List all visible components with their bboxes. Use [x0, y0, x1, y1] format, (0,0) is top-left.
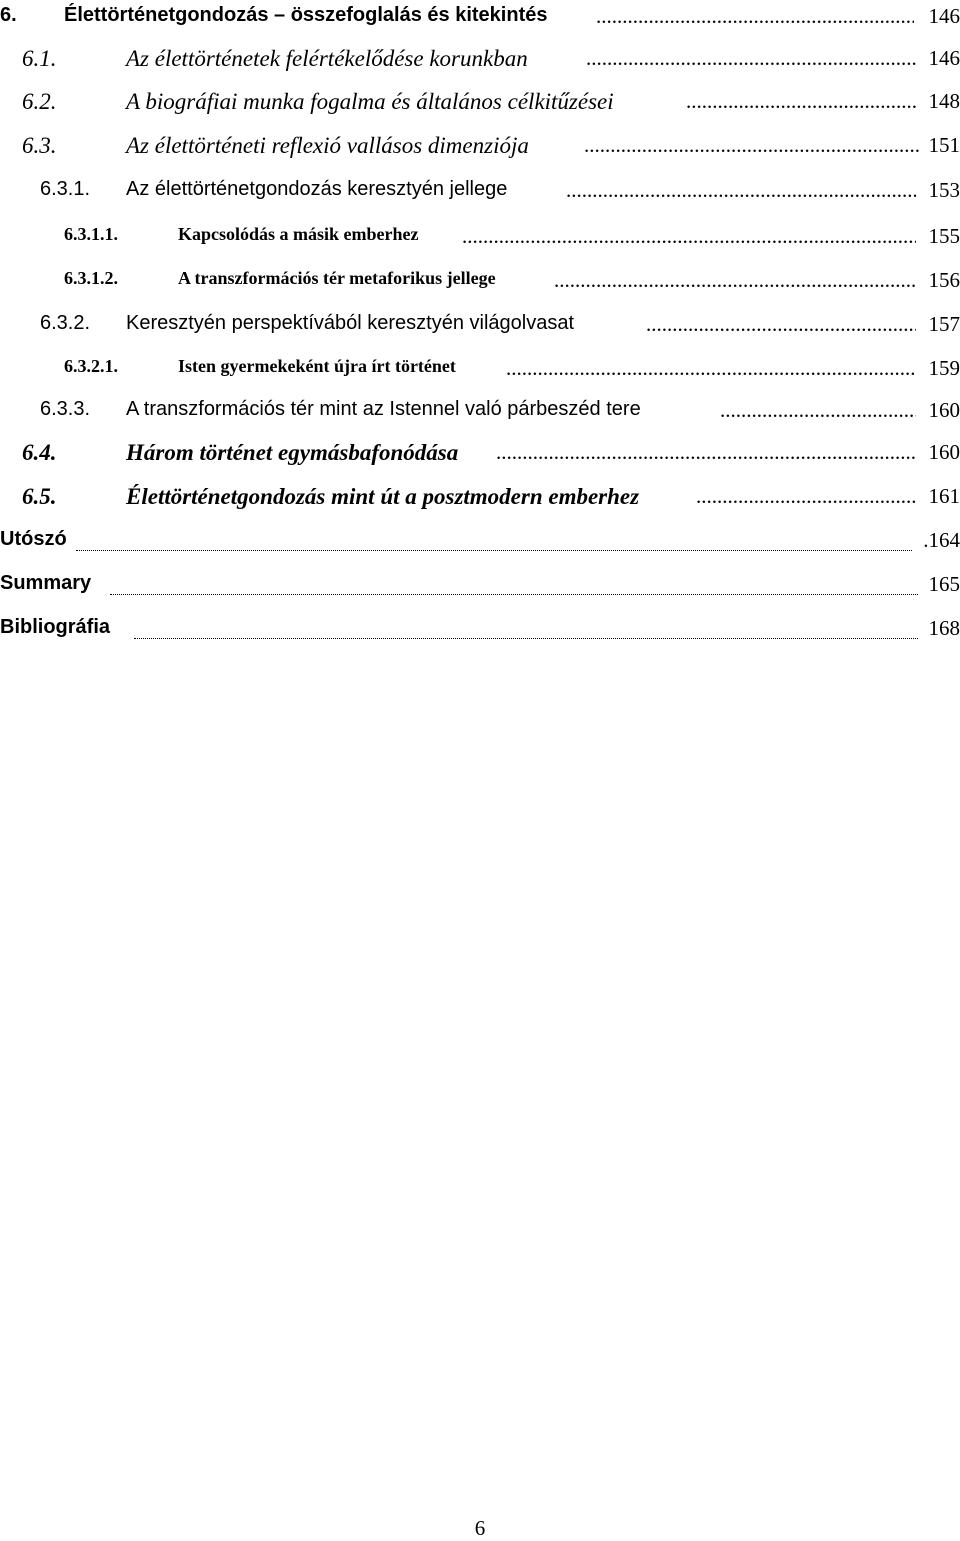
- toc-entry-6-3-2[interactable]: [0, 312, 960, 352]
- toc-dot-leader: [554, 268, 916, 293]
- toc-dot-leader: [720, 398, 916, 423]
- toc-dot-leader: [506, 356, 916, 381]
- toc-entry-6-3-1-1[interactable]: [0, 224, 960, 264]
- toc-entry-title: A transzformációs tér mint az Istennel való párbeszéd tere: [126, 398, 641, 421]
- toc-entry-page: 168: [929, 616, 960, 641]
- toc-dot-leader: [586, 46, 916, 71]
- toc-entry-title: Élettörténetgondozás – összefoglalás és kitekintés: [64, 4, 547, 27]
- toc-entry-number: 6.3.1.2.: [64, 268, 118, 289]
- toc-dot-leader: [566, 178, 916, 203]
- toc-entry-title: Az élettörténetek felértékelődése korunkban: [126, 46, 528, 72]
- toc-entry-page: 160: [929, 440, 960, 465]
- toc-entry-title: Utószó: [0, 528, 67, 551]
- toc-entry-page: 161: [929, 484, 960, 509]
- toc-entry-title: Summary: [0, 572, 91, 595]
- toc-entry-number: 6.3.: [22, 133, 57, 159]
- toc-entry-title: A biográfiai munka fogalma és általános célkitűzései: [126, 89, 614, 115]
- toc-entry-6-5[interactable]: [0, 484, 960, 524]
- toc-entry-page: 155: [929, 224, 960, 249]
- page-number: 6: [0, 1516, 960, 1541]
- toc-entry-number: 6.5.: [22, 484, 57, 510]
- toc-entry-page: 148: [929, 89, 960, 114]
- toc-entry-summary[interactable]: [0, 572, 960, 612]
- toc-entry-title: Bibliográfia: [0, 616, 110, 639]
- toc-entry-number: 6.2.: [22, 89, 57, 115]
- toc-entry-number: 6.3.2.: [40, 312, 90, 335]
- toc-entry-number: 6.3.2.1.: [64, 356, 118, 377]
- toc-entry-page: 160: [929, 398, 960, 423]
- toc-entry-page: 157: [929, 312, 960, 337]
- toc-dot-leader: [686, 89, 916, 114]
- toc-entry-page: 165: [929, 572, 960, 597]
- toc-entry-title: Isten gyermekeként újra írt történet: [178, 356, 456, 377]
- toc-entry-6-3-1[interactable]: [0, 178, 960, 218]
- toc-entry-page: 151: [929, 133, 960, 158]
- toc-entry-6-2[interactable]: [0, 89, 960, 129]
- toc-entry-6-3[interactable]: [0, 133, 960, 173]
- toc-entry-page: .164: [923, 528, 960, 553]
- toc-dot-leader: [110, 572, 918, 595]
- toc-dot-leader: [496, 440, 916, 465]
- toc-entry-title: Kapcsolódás a másik emberhez: [178, 224, 419, 245]
- toc-entry-title: Keresztyén perspektívából keresztyén világolvasat: [126, 312, 574, 335]
- toc-entry-number: 6.1.: [22, 46, 57, 72]
- toc-entry-page: 156: [929, 268, 960, 293]
- toc-entry-title: Az élettörténetgondozás keresztyén jellege: [126, 178, 507, 201]
- toc-entry-number: 6.4.: [22, 440, 57, 466]
- toc-entry-page: 146: [929, 46, 960, 71]
- toc-dot-leader: [646, 312, 916, 337]
- toc-dot-leader: [696, 484, 916, 509]
- toc-entry-title: Élettörténetgondozás mint út a posztmodern emberhez: [126, 484, 639, 510]
- toc-entry-6-3-3[interactable]: [0, 398, 960, 438]
- toc-dot-leader: [462, 224, 916, 249]
- toc-dot-leader: [584, 133, 920, 158]
- toc-entry-page: 153: [929, 178, 960, 203]
- toc-entry-afterword[interactable]: [0, 528, 960, 568]
- toc-entry-page: 146: [929, 4, 960, 29]
- toc-entry-6-3-1-2[interactable]: [0, 268, 960, 308]
- toc-entry-page: 159: [929, 356, 960, 381]
- toc-entry-number: 6.: [0, 4, 17, 27]
- toc-dot-leader: [596, 4, 914, 29]
- toc-entry-title: Három történet egymásbafonódása: [126, 440, 458, 466]
- toc-entry-number: 6.3.3.: [40, 398, 90, 421]
- toc-dot-leader: [134, 616, 918, 639]
- toc-entry-6-1[interactable]: [0, 46, 960, 86]
- toc-entry-title: A transzformációs tér metaforikus jellege: [178, 268, 496, 289]
- toc-dot-leader: [76, 528, 912, 551]
- toc-entry-number: 6.3.1.1.: [64, 224, 118, 245]
- toc-entry-6-3-2-1[interactable]: [0, 356, 960, 396]
- toc-entry-bibliography[interactable]: [0, 616, 960, 656]
- toc-entry-number: 6.3.1.: [40, 178, 90, 201]
- toc-entry-6-4[interactable]: [0, 440, 960, 480]
- toc-entry-title: Az élettörténeti reflexió vallásos dimenziója: [126, 133, 529, 159]
- toc-entry-6[interactable]: [0, 4, 960, 44]
